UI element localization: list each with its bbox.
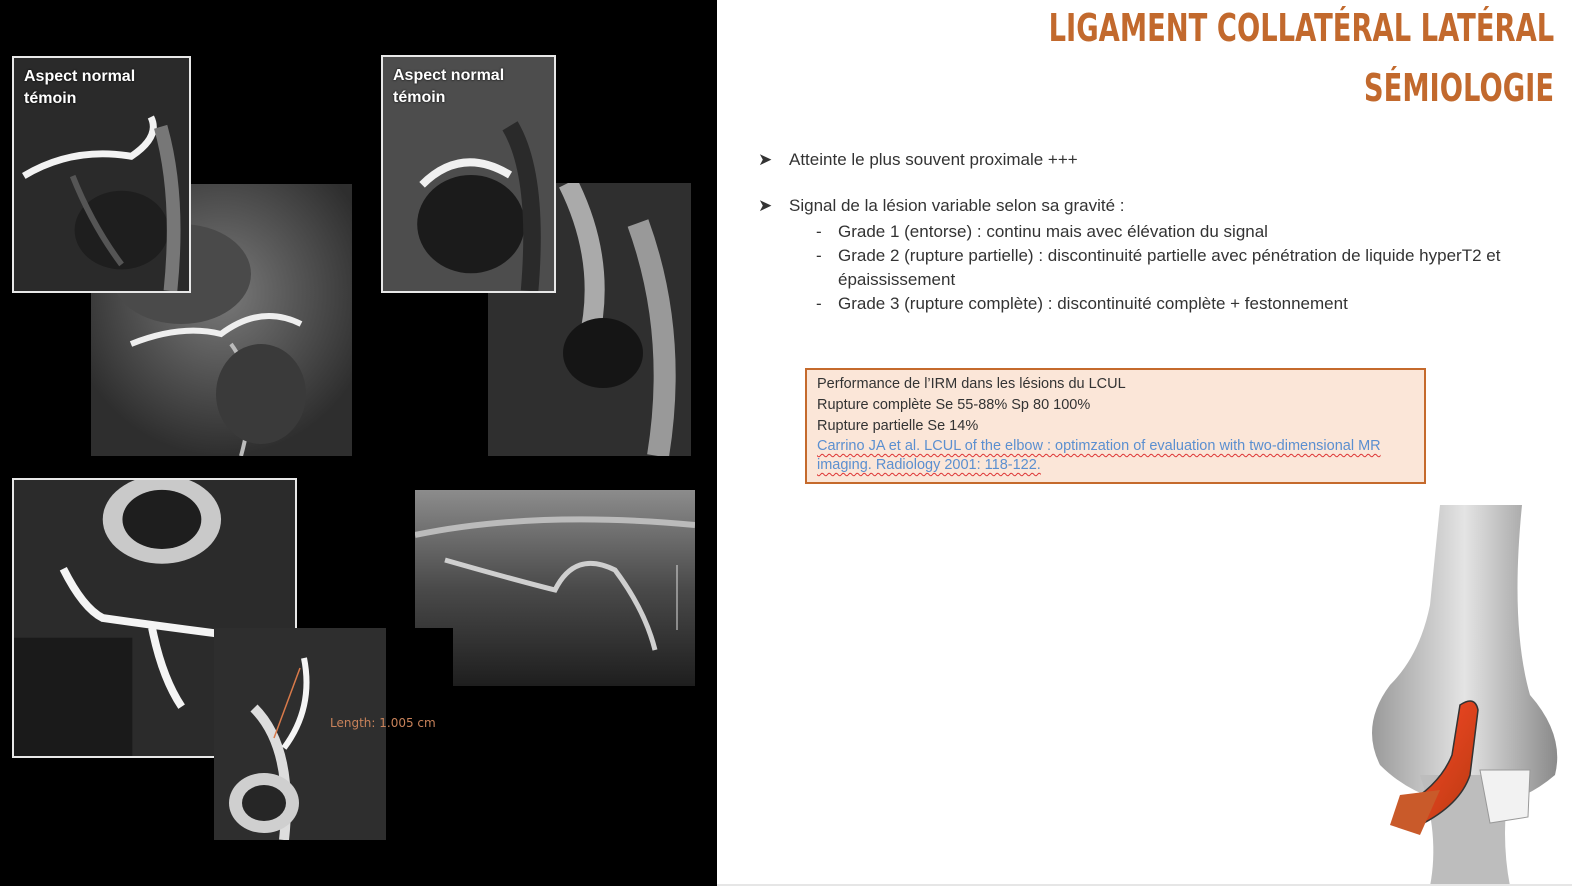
sub-item-text: Grade 2 (rupture partielle) : discontinuité partielle avec pénétration de liquide hyperT2 et épaississement [838, 246, 1501, 289]
ref-line-3: Rupture partielle Se 14% [817, 418, 979, 434]
arrowhead-bullet-icon: ➤ [758, 150, 773, 169]
ref-citation: Carrino JA et al. LCUL of the elbow : optimzation of evaluation with two-dimensional MR imaging. Radiology 2001: 118-122. [817, 438, 1381, 473]
bullet-text: Signal de la lésion variable selon sa gravité : [789, 196, 1125, 215]
mri-normal-sagittal [381, 55, 556, 293]
sub-item: - Grade 3 (rupture complète) : discontinuité complète + festonnement [816, 294, 1348, 313]
caption-normal-2: Aspect normal témoin [393, 67, 505, 106]
sub-item-text: Grade 1 (entorse) : continu mais avec élévation du signal [838, 222, 1268, 241]
bullet-text: Atteinte le plus souvent proximale +++ [789, 150, 1078, 169]
mri-normal-coronal [12, 56, 191, 293]
ct-zoom-measurement [214, 628, 386, 840]
sub-list [758, 220, 1558, 316]
bullet-item [758, 148, 1558, 172]
measurement-label: Length: 1.005 cm [330, 716, 436, 730]
ultrasound-image [415, 490, 695, 686]
bullet-list [758, 148, 1558, 316]
sub-item: - Grade 1 (entorse) : continu mais avec élévation du signal [816, 222, 1268, 241]
elbow-illustration [1360, 505, 1572, 886]
reference-box [805, 368, 1426, 484]
slide-title: LIGAMENT COLLATÉRAL LATÉRAL [1048, 6, 1554, 50]
sub-item: - Grade 2 (rupture partielle) : discontinuité partielle avec pénétration de liquide hyperT2 et épaississement [816, 246, 1501, 289]
arrowhead-bullet-icon: ➤ [758, 196, 773, 215]
ref-line-1: Performance de l’IRM dans les lésions du LCUL [817, 376, 1126, 392]
bullet-item [758, 194, 1558, 218]
image-panel [0, 0, 717, 886]
sub-item-text: Grade 3 (rupture complète) : discontinuité complète + festonnement [838, 294, 1348, 313]
caption-normal-1: Aspect normal témoin [24, 68, 136, 107]
slide-subtitle: SÉMIOLOGIE [1363, 66, 1554, 110]
ref-line-2: Rupture complète Se 55-88% Sp 80 100% [817, 397, 1091, 413]
